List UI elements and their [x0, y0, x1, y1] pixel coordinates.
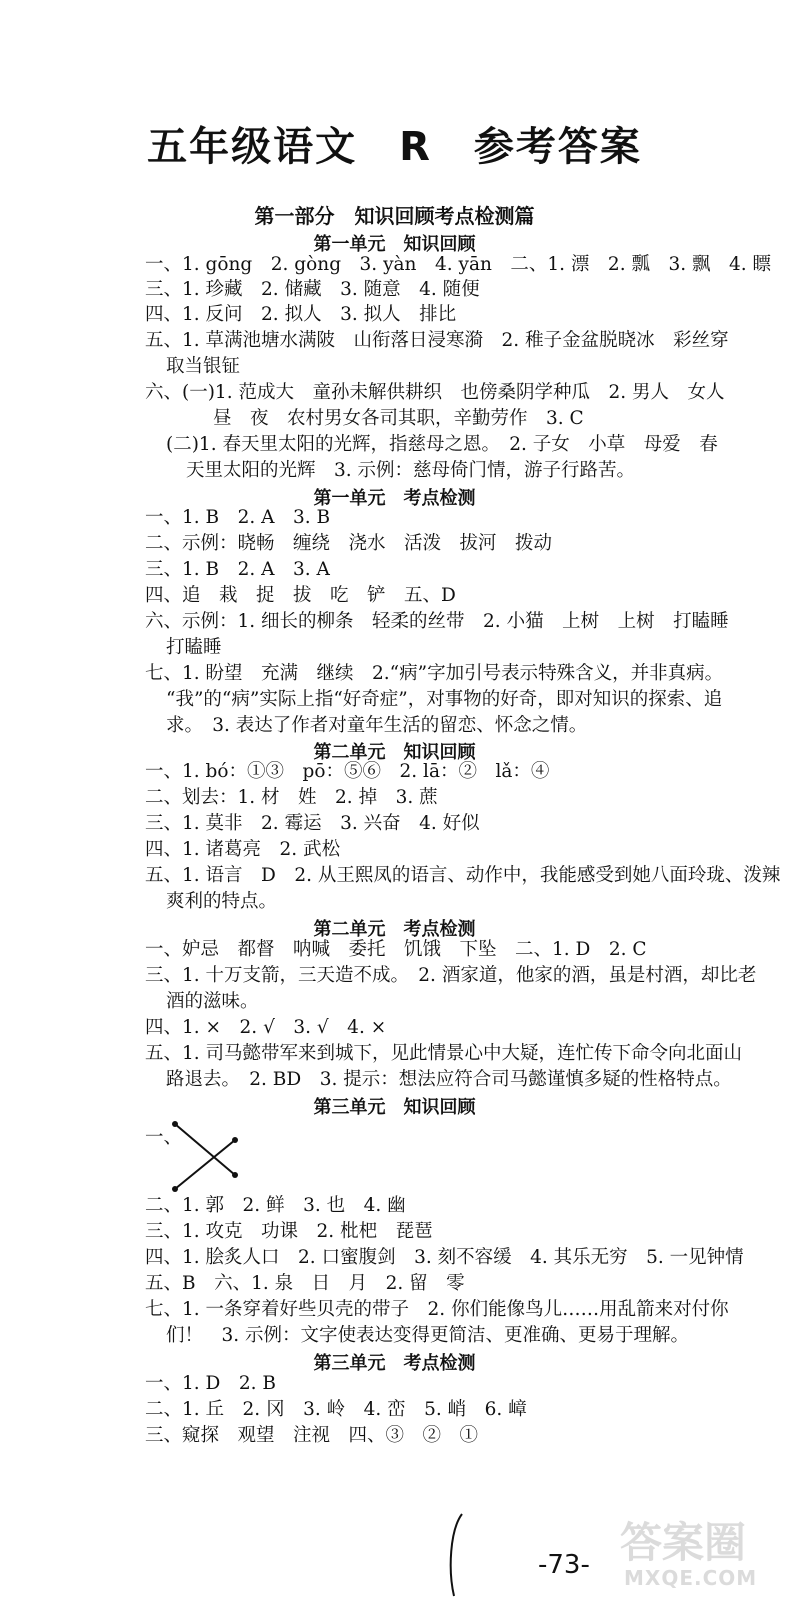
answer-line: 三、1. 攻克 功课 2. 枇杷 琵琶 — [145, 1221, 433, 1242]
answer-line: 们！ 3. 示例：文字使表达变得更简洁、更准确、更易于理解。 — [166, 1325, 690, 1346]
answer-line: 天里太阳的光辉 3. 示例：慈母倚门情，游子行路苦。 — [186, 460, 636, 481]
unit-heading: 第二单元 知识回顾 — [313, 742, 476, 763]
unit-heading: 第一单元 知识回顾 — [313, 234, 476, 255]
answer-line: 三、1. 十万支箭，三天造不成。 2. 酒家道，他家的酒，虽是村酒，却比老 — [145, 965, 757, 986]
answer-line: 打瞌睡 — [166, 637, 222, 658]
answer-line: 路退去。 2. BD 3. 提示：想法应符合司马懿谨慎多疑的性格特点。 — [166, 1069, 732, 1090]
answer-line: 一、1. gōng 2. gòng 3. yàn 4. yān 二、1. 漂 2. 瓢 3. 飘 4. 瞟 — [145, 254, 772, 275]
answer-line: 昼 夜 农村男女各司其职，辛勤劳作 3. C — [213, 408, 584, 429]
unit-heading: 第二单元 考点检测 — [313, 919, 476, 940]
answer-line: 五、1. 草满池塘水满陂 山衔落日浸寒漪 2. 稚子金盆脱晓冰 彩丝穿 — [145, 330, 729, 351]
answer-line: “我”的“病”实际上指“好奇症”，对事物的好奇，即对知识的探索、追 — [166, 689, 723, 710]
watermark-logo-text: 答案圈 — [620, 1518, 747, 1567]
answer-line: 四、追 栽 捉 拔 吃 铲 五、D — [145, 585, 456, 606]
answer-line: 七、1. 盼望 充满 继续 2.“病”字加引号表示特殊含义，并非真病。 — [145, 663, 724, 684]
answer-line: (二)1. 春天里太阳的光辉，指慈母之恩。 2. 子女 小草 母爱 春 — [166, 434, 718, 455]
watermark-url: MXQE.COM — [624, 1566, 758, 1590]
answer-line: 二、划去：1. 材 姓 2. 掉 3. 蔗 — [145, 787, 438, 808]
answer-line: 三、1. 珍藏 2. 储藏 3. 随意 4. 随便 — [145, 279, 480, 300]
answer-line: 七、1. 一条穿着好些贝壳的带子 2. 你们能像鸟儿……用乱箭来对付你 — [145, 1299, 729, 1320]
watermark-logo — [620, 1510, 785, 1600]
answer-line: 四、1. × 2. √ 3. √ 4. × — [145, 1017, 387, 1038]
answer-line: 二、1. 郭 2. 鲜 3. 也 4. 幽 — [145, 1195, 406, 1216]
answer-line: 酒的滋味。 — [166, 991, 259, 1012]
answer-line: 二、示例：晓畅 缠绕 浇水 活泼 拔河 拨动 — [145, 533, 553, 554]
answer-line: 三、窥探 观望 注视 四、③ ② ① — [145, 1425, 479, 1446]
page-number: -73- — [538, 1550, 590, 1580]
answer-line: 求。 3. 表达了作者对童年生活的留恋、怀念之情。 — [166, 715, 588, 736]
matching-lines-diagram — [140, 1118, 250, 1193]
answer-line: 三、1. B 2. A 3. A — [145, 559, 330, 580]
margin-bracket-mark — [440, 1510, 470, 1600]
part-heading: 第一部分 知识回顾考点检测篇 — [254, 204, 535, 228]
answer-line: 三、1. 莫非 2. 霉运 3. 兴奋 4. 好似 — [145, 813, 480, 834]
answer-line: 四、1. 脍炙人口 2. 口蜜腹剑 3. 刻不容缓 4. 其乐无穷 5. 一见钟情 — [145, 1247, 744, 1268]
answer-line: 一、1. B 2. A 3. B — [145, 507, 331, 528]
answer-line: 五、B 六、1. 泉 日 月 2. 留 零 — [145, 1273, 465, 1294]
answer-line: 一、1. D 2. B — [145, 1373, 276, 1394]
page-title: 五年级语文 R 参考答案 — [147, 124, 642, 170]
answer-line: 二、1. 丘 2. 冈 3. 岭 4. 峦 5. 峭 6. 嶂 — [145, 1399, 527, 1420]
unit-heading: 第三单元 考点检测 — [313, 1353, 476, 1374]
answer-line: 一、 — [145, 1127, 183, 1148]
answer-line: 五、1. 语言 D 2. 从王熙凤的语言、动作中，我能感受到她八面玲珑、泼辣 — [145, 865, 781, 886]
answer-line: 一、1. bó：①③ pō：⑤⑥ 2. lā：② lǎ：④ — [145, 761, 550, 782]
unit-heading: 第一单元 考点检测 — [313, 488, 476, 509]
unit-heading: 第三单元 知识回顾 — [313, 1097, 476, 1118]
answer-line: 取当银钲 — [166, 356, 241, 377]
answer-line: 六、(一)1. 范成大 童孙未解供耕织 也傍桑阴学种瓜 2. 男人 女人 — [145, 382, 725, 403]
answer-line: 一、妒忌 都督 呐喊 委托 饥饿 下坠 二、1. D 2. C — [145, 939, 647, 960]
answer-line: 四、1. 诸葛亮 2. 武松 — [145, 839, 341, 860]
answer-line: 爽利的特点。 — [166, 891, 278, 912]
answer-line: 四、1. 反问 2. 拟人 3. 拟人 排比 — [145, 304, 457, 325]
answer-line: 五、1. 司马懿带军来到城下，见此情景心中大疑，连忙传下命令向北面山 — [145, 1043, 743, 1064]
answer-line: 六、示例：1. 细长的柳条 轻柔的丝带 2. 小猫 上树 上树 打瞌睡 — [145, 611, 729, 632]
